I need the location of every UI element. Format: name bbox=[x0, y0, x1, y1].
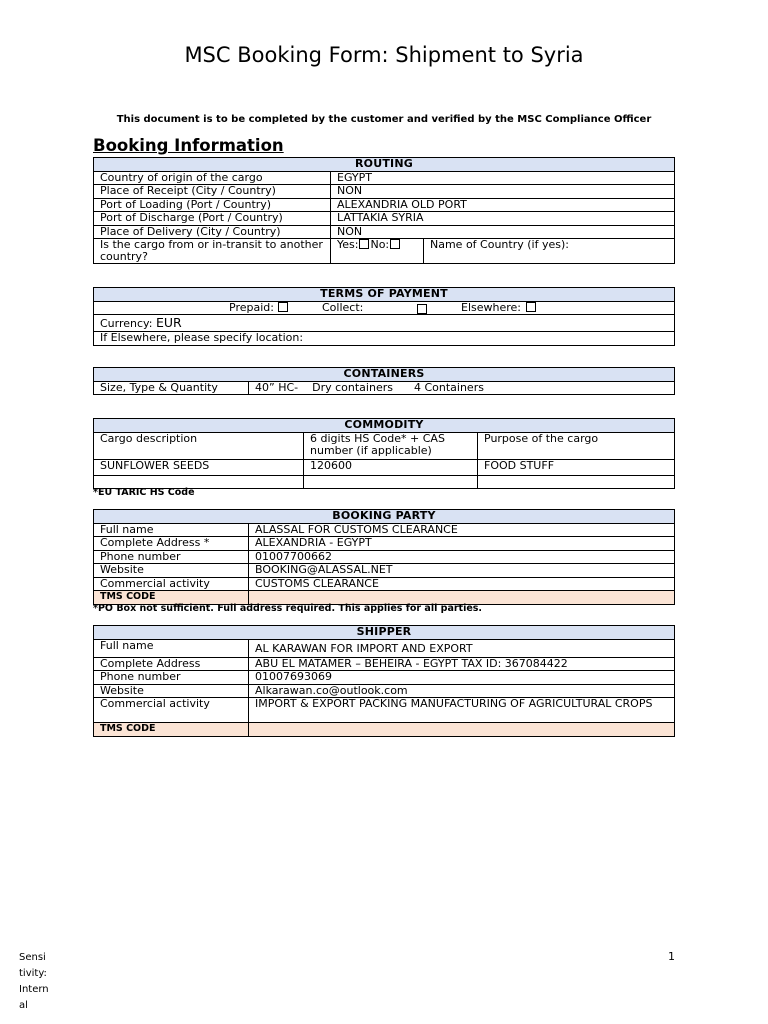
shipper-header: SHIPPER bbox=[94, 626, 675, 640]
table-row bbox=[94, 332, 675, 346]
elsewhere-option bbox=[461, 302, 537, 314]
field-value[interactable]: BOOKING@ALASSAL.NET bbox=[249, 564, 675, 578]
field-value[interactable]: NON bbox=[331, 225, 675, 239]
table-row bbox=[94, 198, 675, 212]
table-row bbox=[94, 212, 675, 226]
field-value[interactable]: 01007693069 bbox=[249, 671, 675, 685]
empty-cell[interactable] bbox=[478, 475, 675, 489]
booking-party-header: BOOKING PARTY bbox=[94, 510, 675, 524]
elsewhere-location-field[interactable]: If Elsewhere, please specify location: bbox=[94, 332, 675, 346]
container-quantity: 4 Containers bbox=[413, 381, 484, 394]
routing-header: ROUTING bbox=[94, 158, 675, 172]
field-value[interactable]: ALEXANDRIA - EGYPT bbox=[249, 537, 675, 551]
field-label: Complete Address * bbox=[94, 537, 249, 551]
table-row bbox=[94, 381, 675, 395]
address-note: *PO Box not sufficient. Full address required. This applies for all parties. bbox=[93, 603, 483, 614]
field-label: Place of Receipt (City / Country) bbox=[94, 185, 331, 199]
field-label: Full name bbox=[94, 523, 249, 537]
hs-code-note: *EU TARIC HS Code bbox=[93, 487, 195, 498]
table-row bbox=[94, 564, 675, 578]
collect-label: Collect: bbox=[322, 301, 364, 314]
field-label: Phone number bbox=[94, 550, 249, 564]
tms-label: TMS CODE bbox=[94, 723, 249, 737]
transit-label: Is the cargo from or in-transit to another country? bbox=[94, 239, 331, 264]
payment-header: TERMS OF PAYMENT bbox=[94, 288, 675, 302]
table-row bbox=[94, 577, 675, 591]
country-label: Name of Country (if yes): bbox=[430, 238, 569, 251]
currency-value: EUR bbox=[155, 315, 182, 330]
table-row bbox=[94, 671, 675, 685]
transit-yes-no bbox=[331, 239, 424, 264]
field-label: Size, Type & Quantity bbox=[94, 381, 249, 395]
field-label: Website bbox=[94, 684, 249, 698]
payment-table bbox=[93, 287, 675, 346]
field-value[interactable]: CUSTOMS CLEARANCE bbox=[249, 577, 675, 591]
containers-value[interactable] bbox=[249, 381, 675, 395]
field-label: Port of Discharge (Port / Country) bbox=[94, 212, 331, 226]
field-value[interactable]: 01007700662 bbox=[249, 550, 675, 564]
routing-table bbox=[93, 157, 675, 264]
container-type: Dry containers bbox=[312, 381, 393, 394]
containers-table bbox=[93, 367, 675, 395]
table-row bbox=[94, 432, 675, 459]
column-header: Purpose of the cargo bbox=[478, 432, 675, 459]
page-number: 1 bbox=[668, 950, 675, 963]
tms-label: TMS CODE bbox=[94, 591, 249, 605]
table-row bbox=[94, 723, 675, 737]
transit-country-field[interactable] bbox=[424, 239, 675, 264]
table-row bbox=[94, 315, 675, 332]
cargo-description[interactable]: SUNFLOWER SEEDS bbox=[94, 459, 304, 475]
table-row bbox=[94, 225, 675, 239]
field-value[interactable]: ALASSAL FOR CUSTOMS CLEARANCE bbox=[249, 523, 675, 537]
field-value[interactable]: NON bbox=[331, 185, 675, 199]
field-value[interactable]: ABU EL MATAMER – BEHEIRA - EGYPT TAX ID: 367084422 bbox=[249, 657, 675, 671]
intro-text: This document is to be completed by the customer and verified by the MSC Compliance Officer bbox=[116, 114, 652, 125]
field-value[interactable]: EGYPT bbox=[331, 171, 675, 185]
currency-field[interactable] bbox=[94, 315, 675, 332]
field-label: Place of Delivery (City / Country) bbox=[94, 225, 331, 239]
collect-checkbox[interactable] bbox=[417, 304, 427, 314]
prepaid-label: Prepaid: bbox=[229, 301, 274, 314]
column-header: Cargo description bbox=[94, 432, 304, 459]
shipper-table bbox=[93, 625, 675, 737]
table-row bbox=[94, 550, 675, 564]
table-row bbox=[94, 185, 675, 199]
prepaid-checkbox[interactable] bbox=[278, 302, 288, 312]
field-value[interactable]: AL KARAWAN FOR IMPORT AND EXPORT bbox=[249, 639, 675, 657]
commodity-table bbox=[93, 418, 675, 489]
empty-cell[interactable] bbox=[304, 475, 478, 489]
table-row bbox=[94, 684, 675, 698]
tms-value[interactable] bbox=[249, 591, 675, 605]
field-label: Commercial activity bbox=[94, 577, 249, 591]
page-title: MSC Booking Form: Shipment to Syria bbox=[184, 43, 584, 67]
cargo-purpose[interactable]: FOOD STUFF bbox=[478, 459, 675, 475]
field-label: Commercial activity bbox=[94, 698, 249, 723]
table-row bbox=[94, 657, 675, 671]
no-label: No: bbox=[370, 238, 390, 251]
elsewhere-label: Elsewhere: bbox=[461, 301, 521, 314]
container-size: 40” HC- bbox=[255, 381, 299, 394]
field-value[interactable]: LATTAKIA SYRIA bbox=[331, 212, 675, 226]
field-label: Full name bbox=[94, 639, 249, 657]
field-value[interactable]: Alkarawan.co@outlook.com bbox=[249, 684, 675, 698]
table-row bbox=[94, 171, 675, 185]
table-row bbox=[94, 301, 675, 315]
field-label: Port of Loading (Port / Country) bbox=[94, 198, 331, 212]
booking-party-table bbox=[93, 509, 675, 605]
field-label: Website bbox=[94, 564, 249, 578]
payment-options bbox=[94, 301, 675, 315]
elsewhere-checkbox[interactable] bbox=[526, 302, 536, 312]
table-row bbox=[94, 591, 675, 605]
prepaid-option bbox=[229, 302, 289, 314]
table-row bbox=[94, 523, 675, 537]
field-value[interactable]: IMPORT & EXPORT PACKING MANUFACTURING OF AGRICULTURAL CROPS bbox=[249, 698, 675, 723]
yes-label: Yes: bbox=[337, 238, 359, 251]
sensitivity-label: Sensitivity: Internal bbox=[19, 952, 49, 1011]
field-label: Complete Address bbox=[94, 657, 249, 671]
commodity-header: COMMODITY bbox=[94, 419, 675, 433]
field-label: Country of origin of the cargo bbox=[94, 171, 331, 185]
currency-label: Currency: bbox=[100, 317, 153, 330]
yes-checkbox[interactable] bbox=[359, 239, 369, 249]
no-checkbox[interactable] bbox=[390, 239, 400, 249]
table-row bbox=[94, 698, 675, 723]
tms-value[interactable] bbox=[249, 723, 675, 737]
field-label: Phone number bbox=[94, 671, 249, 685]
containers-header: CONTAINERS bbox=[94, 368, 675, 382]
table-row bbox=[94, 459, 675, 475]
column-header: 6 digits HS Code* + CAS number (if applicable) bbox=[304, 432, 478, 459]
table-row bbox=[94, 239, 675, 264]
table-row bbox=[94, 537, 675, 551]
hs-code[interactable]: 120600 bbox=[304, 459, 478, 475]
section-heading: Booking Information bbox=[93, 136, 284, 155]
field-value[interactable]: ALEXANDRIA OLD PORT bbox=[331, 198, 675, 212]
table-row bbox=[94, 639, 675, 657]
